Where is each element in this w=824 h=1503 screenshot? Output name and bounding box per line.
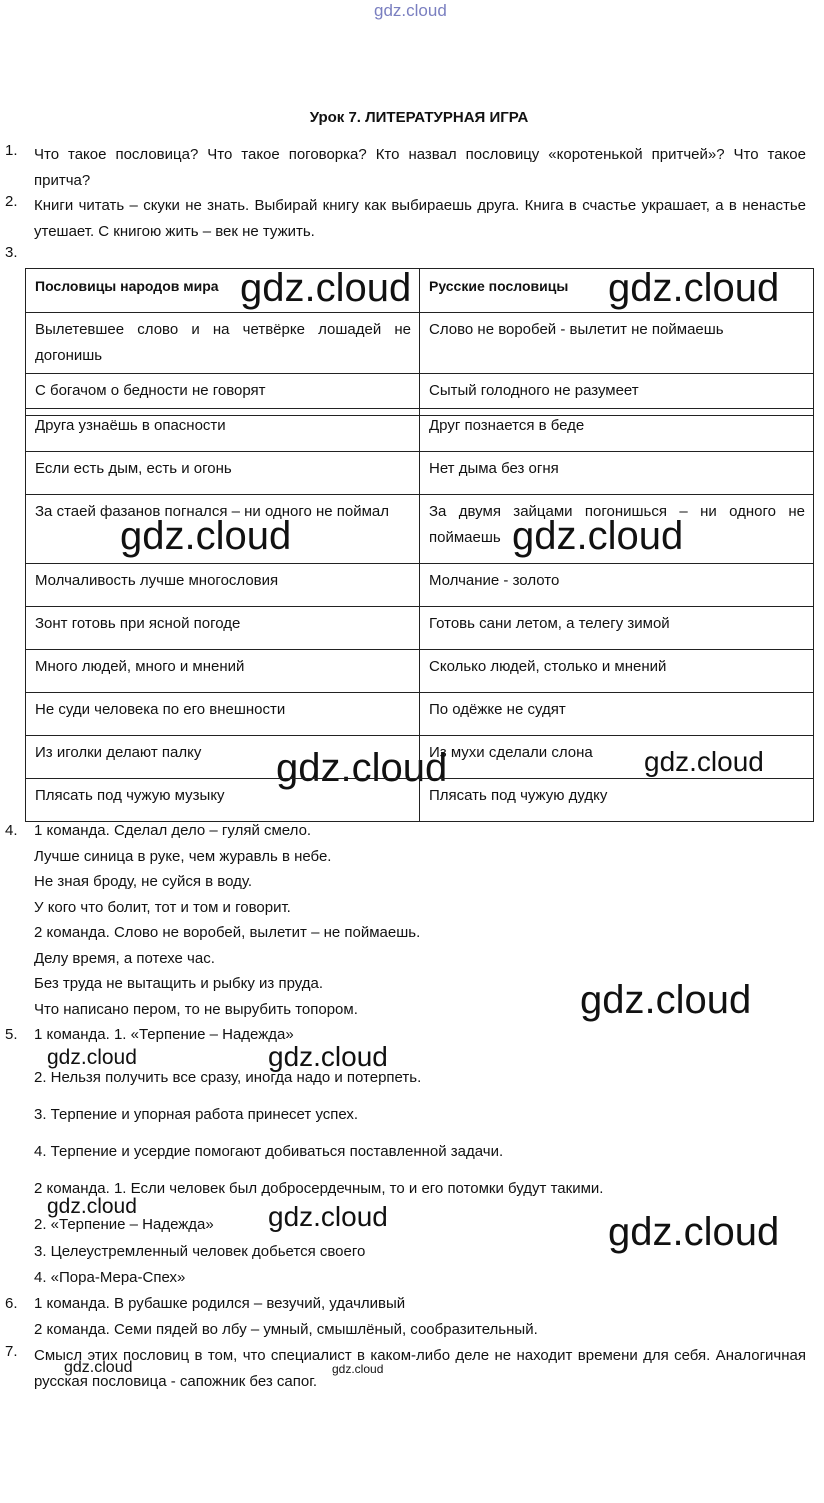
russian-proverb: Слово не воробей - вылетит не поймаешь (420, 313, 814, 374)
watermark: gdz.cloud (608, 266, 780, 310)
world-proverb: Друга узнаёшь в опасности (26, 409, 420, 452)
answer-line: 2. «Терпение – Надежда» (34, 1216, 214, 1233)
watermark: gdz.cloud (332, 1362, 384, 1376)
answer-line: 4. Терпение и усердие помогают добиваться поставленной задачи. (34, 1143, 504, 1160)
watermark: gdz.cloud (268, 1041, 388, 1072)
world-proverb: Много людей, много и мнений (26, 650, 420, 693)
question-number: 2. (5, 193, 18, 210)
answer-line: Делу время, а потехе час. (34, 950, 215, 967)
answer-line: 1 команда. Сделал дело – гуляй смело. (34, 822, 312, 839)
russian-proverb: Готовь сани летом, а телегу зимой (420, 607, 814, 650)
world-proverb: Молчаливость лучше многословия (26, 564, 420, 607)
russian-proverb: Молчание - золото (420, 564, 814, 607)
table-row (26, 409, 814, 452)
answer-text: Смысл этих пословиц в том, что специалист в каком-либо деле не находит времени для себя. Аналогичная русская пословица - сапожник без сапог. (34, 1347, 806, 1390)
world-proverb: За стаей фазанов погнался – ни одного не поймал (26, 495, 420, 564)
world-proverb: Если есть дым, есть и огонь (26, 452, 420, 495)
watermark: gdz.cloud (64, 1359, 133, 1376)
watermark: gdz.cloud (120, 514, 292, 558)
table-row (26, 779, 814, 822)
answer-line: 3. Терпение и упорная работа принесет успех. (34, 1106, 359, 1123)
watermark: gdz.cloud (47, 1046, 137, 1069)
world-proverb: Не суди человека по его внешности (26, 693, 420, 736)
world-proverb: Зонт готовь при ясной погоде (26, 607, 420, 650)
answer-line: Что написано пером, то не вырубить топором. (34, 1001, 358, 1018)
question-number: 3. (5, 244, 18, 261)
question-number: 1. (5, 142, 18, 159)
russian-proverb: По одёжке не судят (420, 693, 814, 736)
watermark: gdz.cloud (276, 746, 448, 790)
watermark: gdz.cloud (240, 266, 412, 310)
russian-proverb: Сколько людей, столько и мнений (420, 650, 814, 693)
world-proverb: Вылетевшее слово и на четвёрке лошадей не догонишь (26, 313, 420, 374)
table-row (26, 736, 814, 779)
watermark: gdz.cloud (268, 1201, 388, 1232)
russian-proverb: Нет дыма без огня (420, 452, 814, 495)
table-row (26, 313, 814, 374)
watermark-top: gdz.cloud (374, 1, 447, 20)
table-row (26, 607, 814, 650)
russian-proverb: Друг познается в беде (420, 409, 814, 452)
proverbs-table-part-1 (25, 268, 814, 416)
watermark: gdz.cloud (580, 978, 752, 1022)
proverbs-table-part-2 (25, 408, 814, 822)
russian-proverb: Сытый голодного не разумеет (420, 374, 814, 416)
table-row (26, 564, 814, 607)
header-world-proverbs: Пословицы народов мира (26, 269, 420, 313)
header-russian-proverbs: Русские пословицы (420, 269, 814, 313)
answer-line: Без труда не вытащить и рыбку из пруда. (34, 975, 324, 992)
russian-proverb: Плясать под чужую дудку (420, 779, 814, 822)
watermark: gdz.cloud (47, 1195, 137, 1218)
answer-line: 3. Целеустремленный человек добьется своего (34, 1243, 366, 1260)
watermark: gdz.cloud (512, 514, 684, 558)
answer-line: 1 команда. 1. «Терпение – Надежда» (34, 1026, 294, 1043)
answer-line: 2. Нельзя получить все сразу, иногда надо и потерпеть. (34, 1069, 422, 1086)
answer-line: 2 команда. Слово не воробей, вылетит – не поймаешь. (34, 924, 421, 941)
table-row (26, 495, 814, 564)
question-number: 7. (5, 1343, 18, 1360)
question-number: 5. (5, 1026, 18, 1043)
watermark: gdz.cloud (644, 746, 764, 777)
question-text: Что такое пословица? Что такое поговорка? Кто назвал пословицу «коротенькой притчей»? Что такое притча? (34, 146, 806, 189)
answer-line: Лучше синица в руке, чем журавль в небе. (34, 848, 332, 865)
answer-line: 2 команда. 1. Если человек был добросердечным, то и его потомки будут такими. (34, 1180, 604, 1197)
question-number: 4. (5, 822, 18, 839)
question-text: Книги читать – скуки не знать. Выбирай книгу как выбираешь друга. Книга в счастье украшает, а в ненастье утешает. С книгою жить – век не тужить. (34, 197, 806, 240)
watermark: gdz.cloud (608, 1210, 780, 1254)
russian-proverb: Из мухи сделали слона (420, 736, 814, 779)
answer-line: Не зная броду, не суйся в воду. (34, 873, 252, 890)
answer-line: У кого что болит, тот и том и говорит. (34, 899, 291, 916)
world-proverb: Плясать под чужую музыку (26, 779, 420, 822)
table-row (26, 452, 814, 495)
world-proverb: Из иголки делают палку (26, 736, 420, 779)
answer-line: 4. «Пора-Мера-Спех» (34, 1269, 186, 1286)
page-title: Урок 7. ЛИТЕРАТУРНАЯ ИГРА (309, 109, 529, 126)
table-row (26, 693, 814, 736)
russian-proverb: За двумя зайцами погонишься – ни одного не поймаешь (420, 495, 814, 564)
answer-line: 1 команда. В рубашке родился – везучий, удачливый (34, 1295, 406, 1312)
table-header-row (26, 269, 814, 313)
question-number: 6. (5, 1295, 18, 1312)
world-proverb: С богачом о бедности не говорят (26, 374, 420, 416)
answer-line: 2 команда. Семи пядей во лбу – умный, смышлёный, сообразительный. (34, 1321, 538, 1338)
table-row (26, 650, 814, 693)
